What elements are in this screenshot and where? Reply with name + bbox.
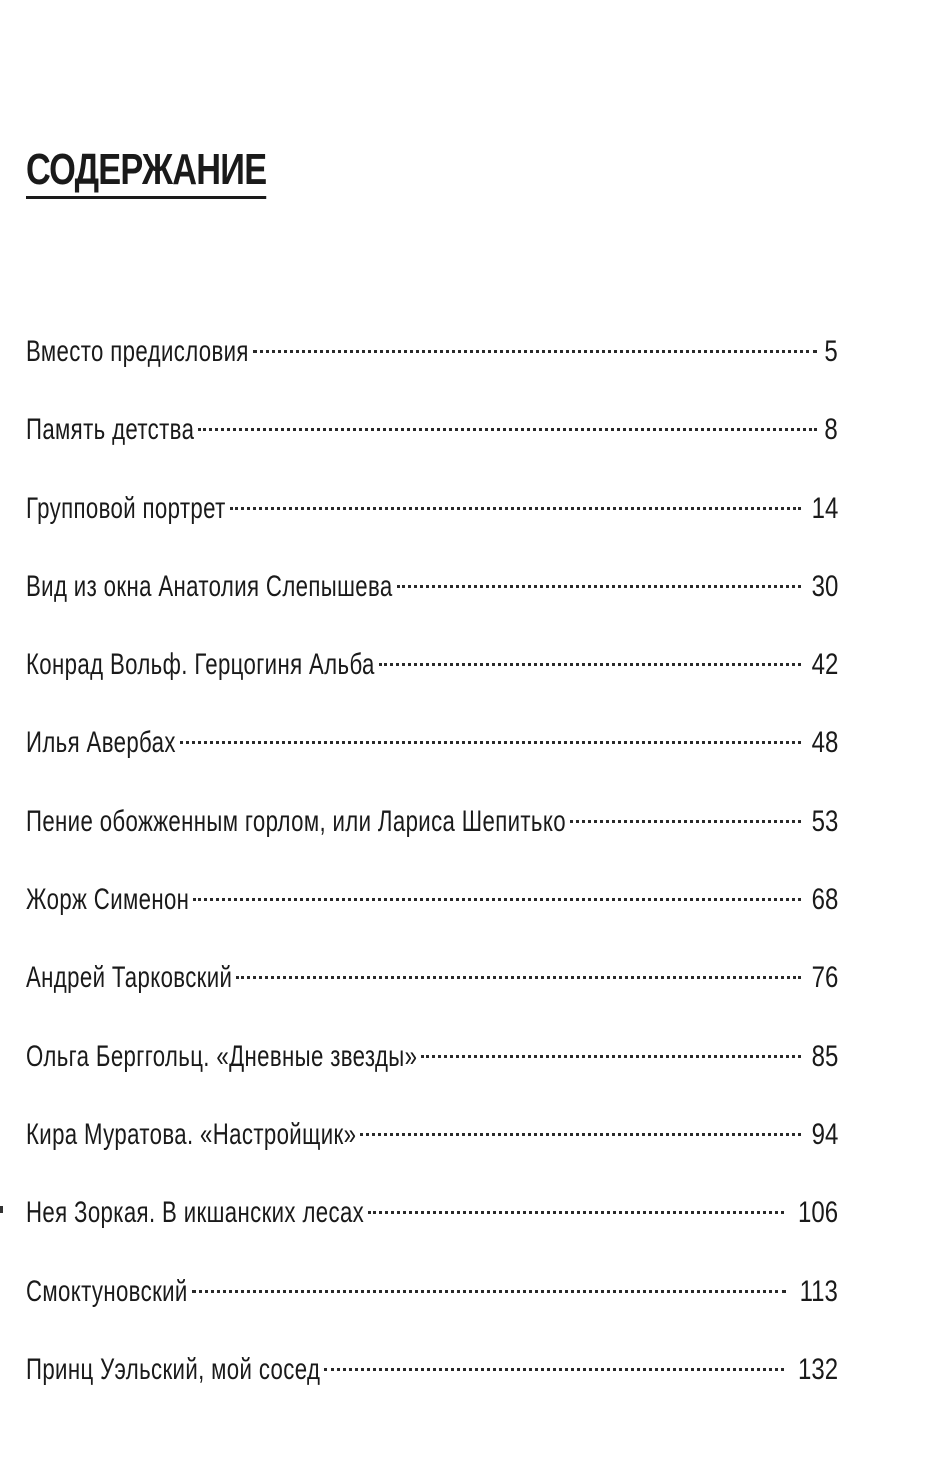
toc-entry-title-wrap: [26, 563, 393, 611]
toc-entry-title: Смоктуновский: [26, 1274, 188, 1308]
toc-entry-title-wrap: [26, 954, 232, 1002]
toc-entry-page-number: 68: [811, 883, 838, 917]
toc-entry-page-number: 94: [811, 1117, 838, 1151]
toc-entry-title-wrap: [26, 876, 189, 924]
toc-entry-title-wrap: [26, 485, 226, 533]
toc-entry: [26, 1111, 838, 1189]
toc-entry-title-wrap: [26, 798, 566, 846]
toc-entry-title-wrap: [26, 328, 249, 376]
toc-entry-title: Андрей Тарковский: [26, 961, 233, 995]
toc-entry: [26, 1033, 838, 1111]
toc-entry-title-wrap: [26, 1268, 188, 1316]
toc-entry-title-wrap: [26, 719, 176, 767]
toc-entry-title: Вид из окна Анатолия Слепышева: [26, 569, 393, 603]
dot-leader: [180, 741, 801, 744]
toc-entry-title-wrap: [26, 1189, 364, 1237]
toc-entry-title: Нея Зоркая. В икшанских лесах: [26, 1196, 365, 1230]
dot-leader: [192, 1290, 786, 1293]
toc-entry: [26, 1268, 838, 1346]
toc-entry: [26, 1346, 838, 1424]
toc-entry-title-wrap: [26, 1111, 356, 1159]
toc-entry-page-number: 132: [797, 1352, 838, 1386]
toc-entry-page-number: 30: [811, 569, 838, 603]
toc-entry-title: Вместо предисловия: [26, 335, 249, 368]
toc-entry: [26, 406, 838, 484]
toc-entry-page-number: 48: [811, 726, 838, 760]
toc-entry-title: Илья Авербах: [26, 726, 176, 760]
dot-leader: [368, 1211, 784, 1214]
dot-leader: [253, 350, 818, 353]
scan-edge-mark: [0, 1206, 3, 1213]
toc-entry: [26, 563, 838, 641]
toc-entry-title-wrap: [26, 406, 194, 454]
toc-entry-title: Память детства: [26, 413, 195, 447]
toc-entry-title-wrap: [26, 1033, 417, 1081]
toc-entry: [26, 641, 838, 719]
toc-entry-title: Пение обожженным горлом, или Лариса Шепитько: [26, 804, 566, 838]
toc-entry-page-number: 8: [824, 413, 838, 447]
dot-leader: [230, 507, 801, 510]
dot-leader: [198, 428, 817, 431]
toc-entry-title: Кира Муратова. «Настройщик»: [26, 1117, 357, 1151]
dot-leader: [193, 898, 800, 901]
page-title: СОДЕРЖАНИЕ: [26, 144, 266, 199]
toc-entry-title: Ольга Берггольц. «Дневные звезды»: [26, 1039, 418, 1073]
toc-entry-page-number: 85: [811, 1039, 838, 1073]
toc-entry: [26, 798, 838, 876]
toc-entry-title: Конрад Вольф. Герцогиня Альба: [26, 648, 375, 682]
dot-leader: [324, 1368, 784, 1371]
toc-entry: [26, 485, 838, 563]
toc-entry-title: Жорж Сименон: [26, 883, 190, 917]
dot-leader: [421, 1055, 800, 1058]
dot-leader: [379, 663, 801, 666]
toc-entry: [26, 1189, 838, 1267]
table-of-contents: [26, 328, 838, 1424]
toc-entry-title: Принц Уэльский, мой сосед: [26, 1352, 321, 1386]
toc-entry-page-number: 53: [811, 804, 838, 838]
dot-leader: [360, 1133, 800, 1136]
dot-leader: [570, 820, 801, 823]
dot-leader: [236, 976, 800, 979]
toc-entry-page-number: 106: [797, 1196, 838, 1230]
toc-entry: [26, 876, 838, 954]
toc-entry-page-number: 42: [811, 648, 838, 682]
dot-leader: [397, 585, 801, 588]
toc-entry-page-number: 14: [811, 491, 838, 525]
toc-entry-title: Групповой портрет: [26, 491, 226, 525]
toc-entry-title-wrap: [26, 641, 375, 689]
toc-entry-page-number: 113: [799, 1274, 838, 1308]
toc-entry: [26, 954, 838, 1032]
toc-entry-page-number: 5: [824, 335, 838, 368]
toc-entry-page-number: 76: [811, 961, 838, 995]
toc-entry-title-wrap: [26, 1346, 320, 1394]
toc-entry: [26, 328, 838, 406]
toc-entry: [26, 719, 838, 797]
